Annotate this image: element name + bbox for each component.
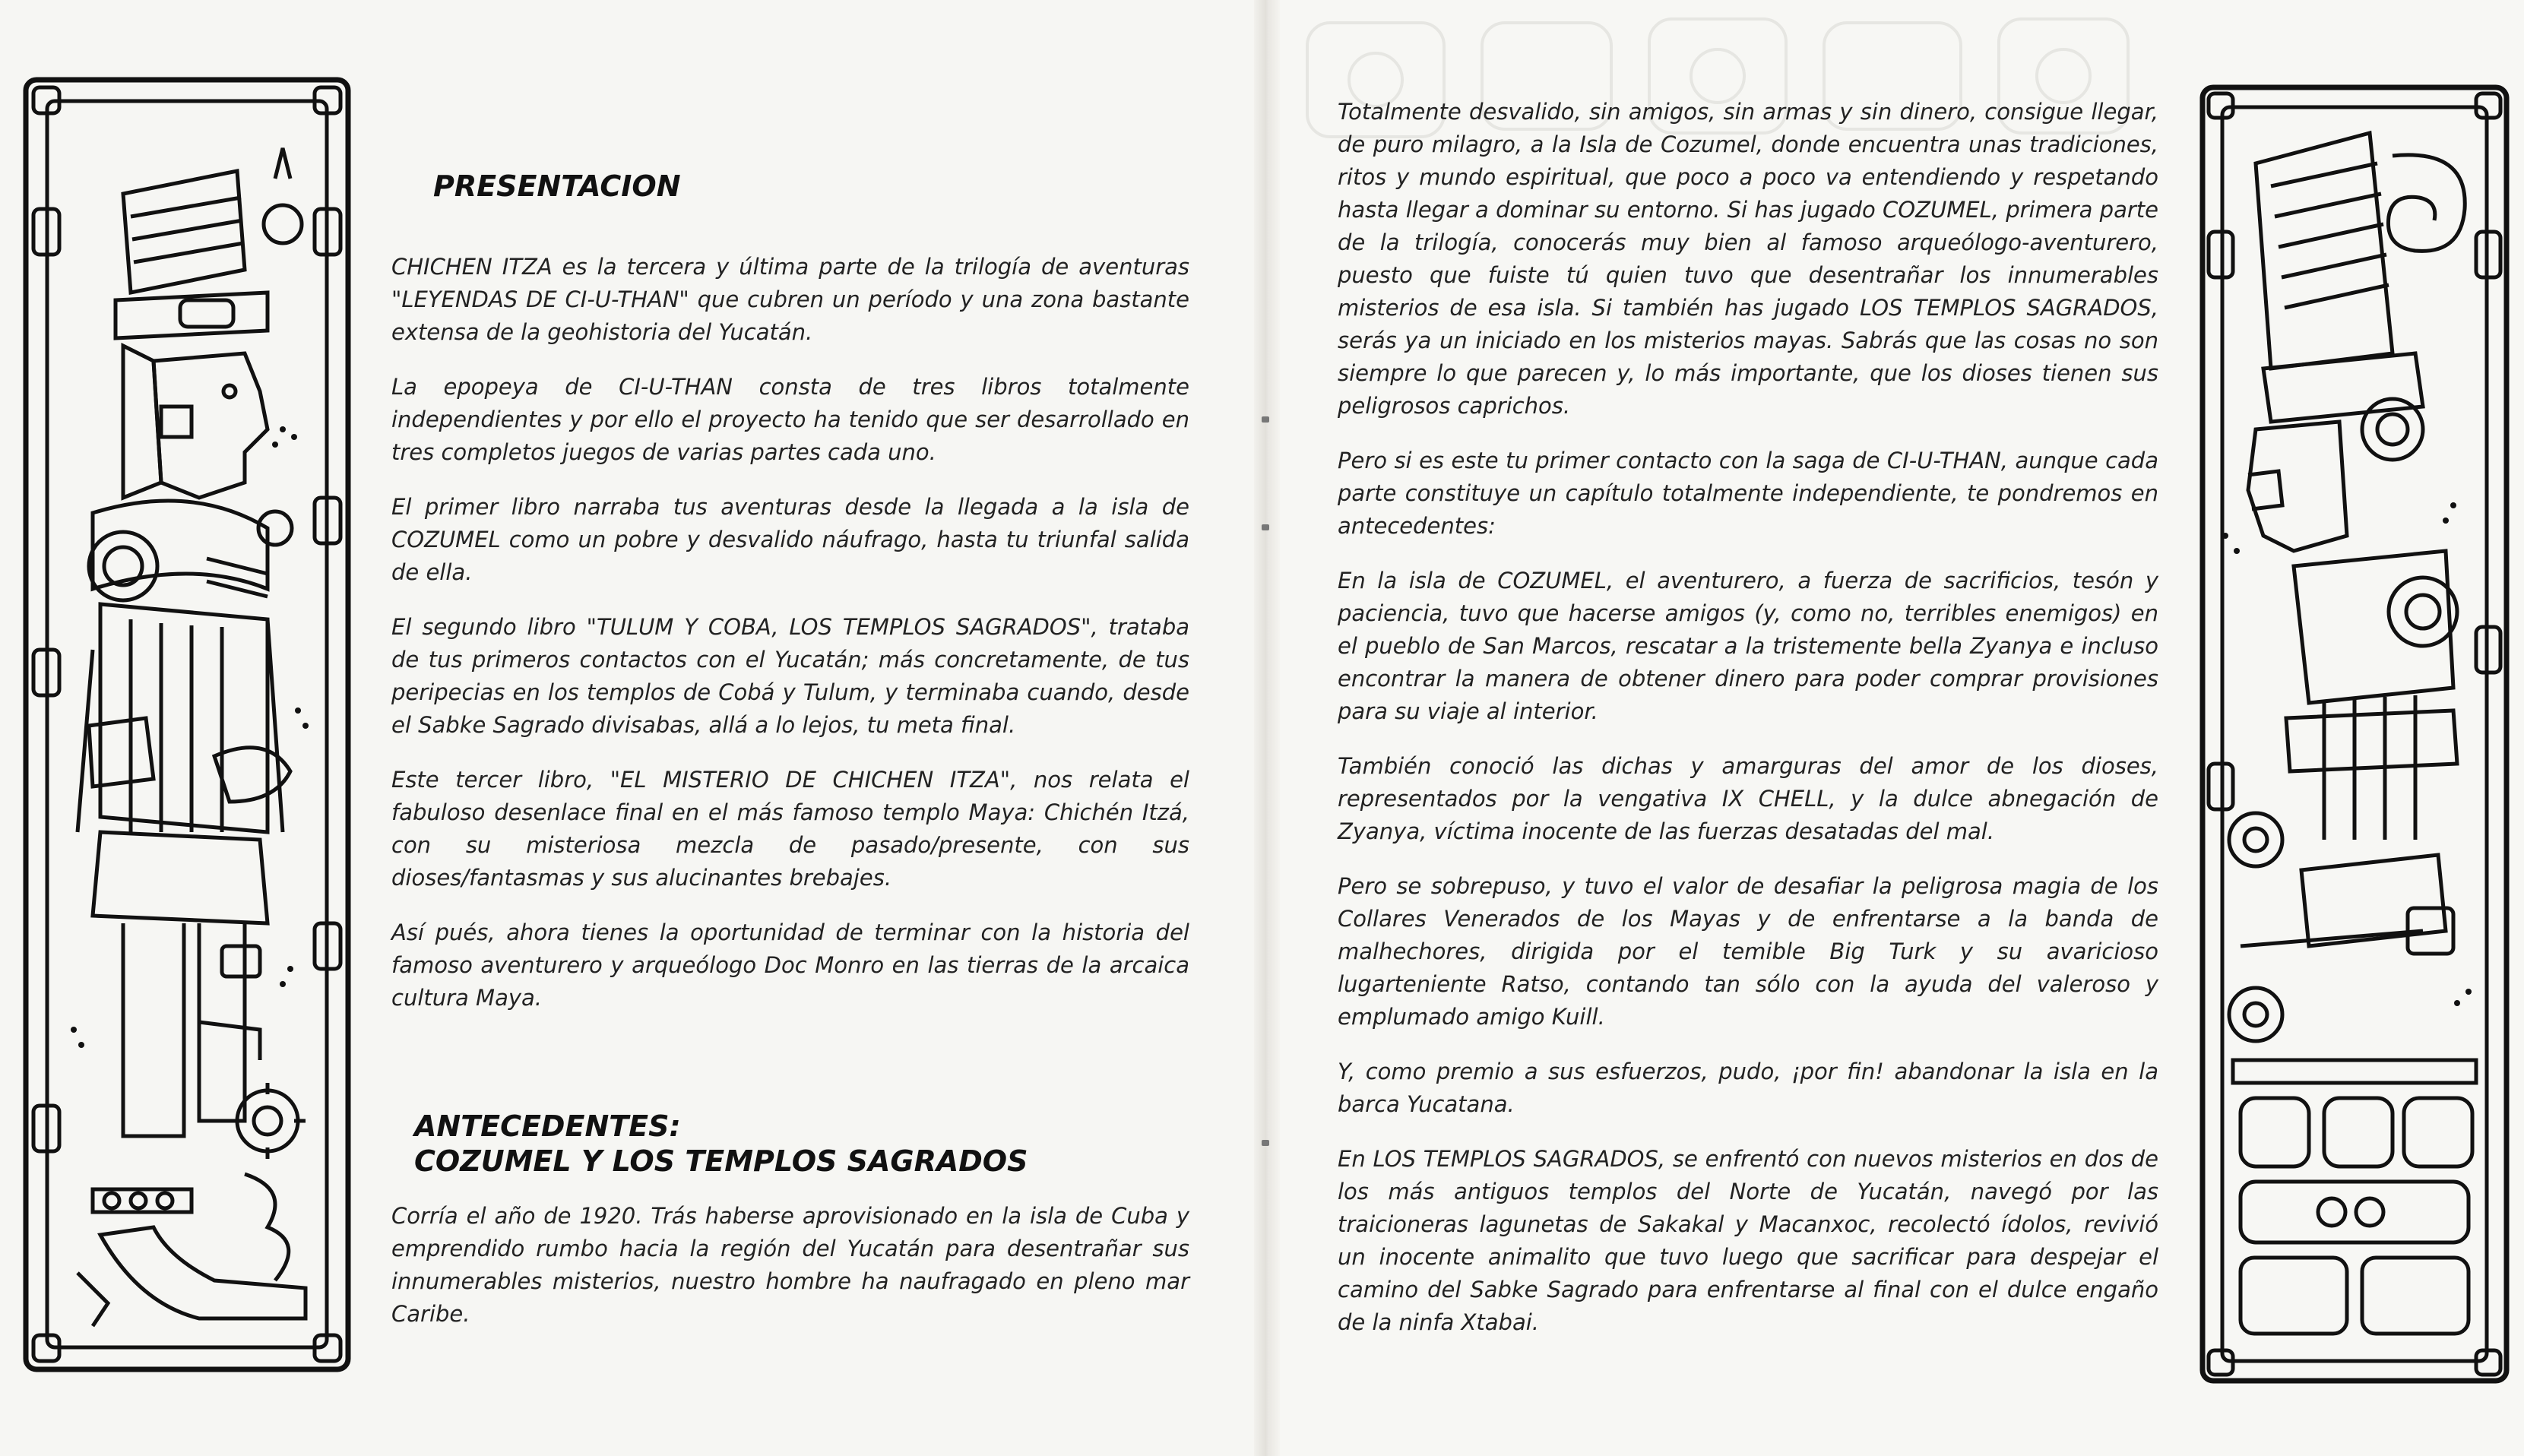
paragraph: En la isla de COZUMEL, el aventurero, a fuerza de sacrificios, tesón y paciencia, tuvo que hacerse amigos (y, como no, terribles enemigos) en el pueblo de San Marcos, rescatar a la tristemente bella Zyanya e incluso encontrar la manera de obtener dinero para poder comprar provisiones para su viaje al interior. — [1338, 568, 2158, 724]
paragraph: Y, como premio a sus esfuerzos, pudo, ¡por fin! abandonar la isla en la barca Yucatana. — [1338, 1059, 2158, 1117]
maya-stele-right-illustration — [2195, 80, 2514, 1388]
paragraph: Pero se sobrepuso, y tuvo el valor de desafiar la peligrosa magia de los Collares Venerados de los Mayas y de enfrentarse a la banda de malhechores, dirigida por el temible Big Turk y su avaricioso lugarteniente Ratso, contando tan sólo con la ayuda del valeroso y emplumado amigo Kuill. — [1338, 873, 2158, 1030]
paragraph: El primer libro narraba tus aventuras desde la llegada a la isla de COZUMEL como un pobre y desvalido náufrago, hasta tu triunfal salida de ella. — [391, 494, 1189, 585]
paragraph: En LOS TEMPLOS SAGRADOS, se enfrentó con nuevos misterios en dos de los más antiguos templos del Norte de Yucatán, navegó por las traicioneras lagunetas de Sakakal y Macanxoc, recolectó ídolos, revivió un inocente animalito que tuvo luego que sacrificar para despejar el camino del Sabke Sagrado para enfrentarse al final con el dulce engaño de la ninfa Xtabai. — [1338, 1146, 2158, 1335]
paragraph: Corría el año de 1920. Trás haberse aprovisionado en la isla de Cuba y emprendido rumbo hacia la región del Yucatán para desentrañar sus innumerables misterios, nuestro hombre ha naufragado en pleno mar Caribe. — [391, 1203, 1189, 1327]
heading-line: COZUMEL Y LOS TEMPLOS SAGRADOS — [414, 1144, 1028, 1178]
paragraph: Este tercer libro, "EL MISTERIO DE CHICHEN ITZA", nos relata el fabuloso desenlace final en el más famoso templo Maya: Chichén Itzá, con su misteriosa mezcla de pasado/presente, con sus dioses/fantasmas y sus alucinantes brebajes. — [391, 767, 1189, 891]
paragraph: Totalmente desvalido, sin amigos, sin armas y sin dinero, consigue llegar, de puro milagro, a la Isla de Cozumel, donde encuentra unas tradiciones, ritos y mundo espiritual, que poco a poco va entendiendo y respetando hasta llegar a dominar su entorno. Si has jugado COZUMEL, primera parte de la trilogía, conocerás muy bien al famoso arqueólogo-aventurero, puesto que fuiste tú quien tuvo que desentrañar los innumerables misterios de esa isla. Si también has jugado LOS TEMPLOS SAGRADOS, serás ya un iniciado en los misterios mayas. Sabrás que las cosas no son siempre lo que parecen y, lo más importante, que los dioses tienen sus peligrosos caprichos. — [1338, 99, 2158, 419]
paragraph: Pero si es este tu primer contacto con la saga de CI-U-THAN, aunque cada parte constituye un capítulo totalmente independiente, te pondremos en antecedentes: — [1338, 448, 2158, 539]
maya-stele-left-illustration — [17, 72, 357, 1377]
staple-mark — [1262, 524, 1269, 530]
paragraph: La epopeya de CI-U-THAN consta de tres libros totalmente independientes y por ello el proyecto ha tenido que ser desarrollado en tres completos juegos de varias partes cada uno. — [391, 374, 1189, 465]
paragraph: También conoció las dichas y amarguras del amor de los dioses, representados por la vengativa IX CHELL, y la dulce abnegación de Zyanya, víctima inocente de las fuerzas desatadas del mal. — [1338, 753, 2158, 844]
booklet-fold — [1254, 0, 1280, 1456]
right-text-column — [1338, 96, 2158, 1361]
staple-mark — [1262, 1140, 1269, 1146]
left-text-column — [391, 169, 1189, 1353]
paragraph: El segundo libro "TULUM Y COBA, LOS TEMPLOS SAGRADOS", trataba de tus primeros contactos con el Yucatán; más concretamente, de tus peripecias en los templos de Cobá y Tulum, y terminaba cuando, desde el Sabke Sagrado divisabas, allá a lo lejos, tu meta final. — [391, 614, 1189, 738]
section-heading-antecedentes — [414, 1109, 1189, 1179]
heading-line: ANTECEDENTES: — [414, 1109, 681, 1143]
paragraph: Así pués, ahora tienes la oportunidad de terminar con la historia del famoso aventurero y arqueólogo Doc Monro en las tierras de la arcaica cultura Maya. — [391, 919, 1189, 1011]
staple-mark — [1262, 416, 1269, 423]
paragraph: CHICHEN ITZA es la tercera y última parte de la trilogía de aventuras "LEYENDAS DE CI-U-THAN" que cubren un período y una zona bastante extensa de la geohistoria del Yucatán. — [391, 254, 1189, 345]
section-heading-presentacion: PRESENTACION — [433, 169, 681, 203]
